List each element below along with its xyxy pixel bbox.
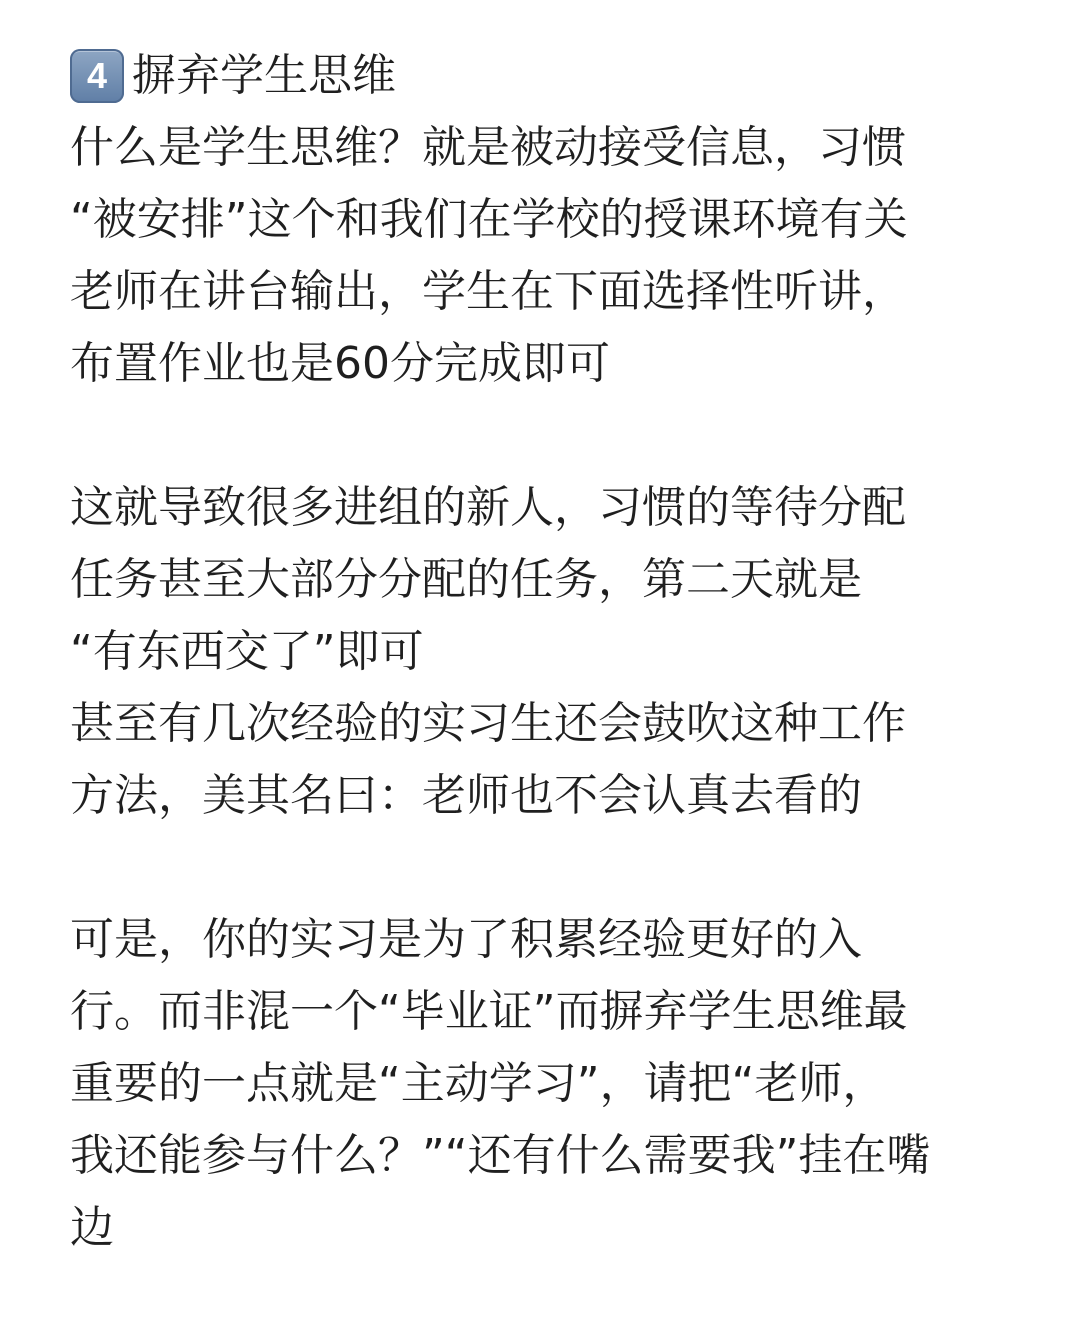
text-line: 可是，你的实习是为了积累经验更好的入 <box>70 914 862 965</box>
article <box>70 40 1030 1264</box>
paragraph-3 <box>70 904 1030 1264</box>
paragraph-spacer <box>70 832 1030 904</box>
text-line: 边 <box>70 1202 114 1253</box>
text-line: 方法，美其名曰：老师也不会认真去看的 <box>70 770 862 821</box>
text-line: 什么是学生思维？就是被动接受信息，习惯 <box>70 122 906 173</box>
text-line: 老师在讲台输出，学生在下面选择性听讲， <box>70 266 906 317</box>
text-line: 这就导致很多进组的新人，习惯的等待分配 <box>70 482 906 533</box>
text-line: “有东西交了”即可 <box>70 626 424 677</box>
paragraph-2 <box>70 472 1030 832</box>
section-title: 摒弃学生思维 <box>132 50 396 101</box>
text-line: 行。而非混一个“毕业证”而摒弃学生思维最 <box>70 986 908 1037</box>
text-line: 我还能参与什么？”“还有什么需要我”挂在嘴 <box>70 1130 931 1181</box>
text-line: 甚至有几次经验的实习生还会鼓吹这种工作 <box>70 698 906 749</box>
text-line: 任务甚至大部分分配的任务，第二天就是 <box>70 554 862 605</box>
text-line: “被安排”这个和我们在学校的授课环境有关 <box>70 194 908 245</box>
section-heading <box>70 40 1030 112</box>
keycap-digit-four-icon: 4 <box>70 49 124 103</box>
text-line: 重要的一点就是“主动学习”，请把“老师， <box>70 1058 887 1109</box>
paragraph-spacer <box>70 400 1030 472</box>
paragraph-1 <box>70 112 1030 400</box>
text-line: 布置作业也是60分完成即可 <box>70 338 610 389</box>
